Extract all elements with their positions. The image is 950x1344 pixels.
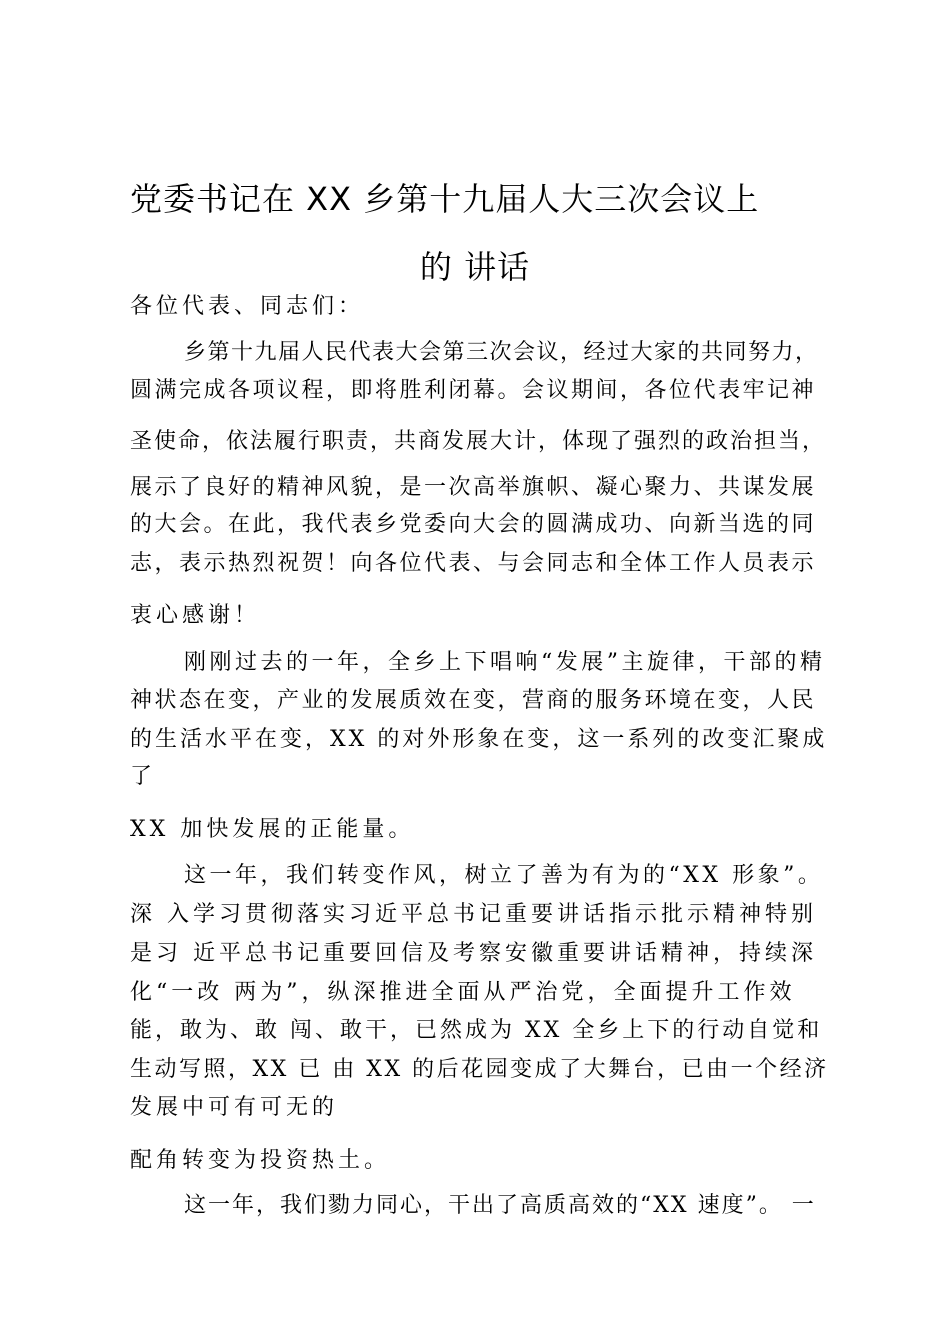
paragraph-line: 展示了良好的精神风貌，是一次高举旗帜、凝心聚力、共谋发展 bbox=[130, 475, 817, 500]
paragraph-line: 深 入学习贯彻落实习近平总书记重要讲话指示批示精神特别 bbox=[130, 902, 817, 927]
paragraph-line: 发展中可有可无的 bbox=[130, 1095, 339, 1120]
paragraph-line: 这一年，我们勠力同心，干出了高质高效的“XX 速度”。 一 bbox=[184, 1193, 816, 1218]
paragraph-line: 了 bbox=[130, 764, 157, 789]
paragraph-line: 是习 近平总书记重要回信及考察安徽重要讲话精神，持续深 bbox=[130, 941, 817, 966]
paragraph-line: 刚刚过去的一年，全乡上下唱响“发展”主旋律，干部的精 bbox=[184, 650, 826, 675]
paragraph-line: 的大会。在此，我代表乡党委向大会的圆满成功、向新当选的同 bbox=[130, 512, 817, 537]
salutation: 各位代表、同志们： bbox=[130, 294, 365, 319]
paragraph-line: 这一年，我们转变作风，树立了善为有为的“XX 形象”。 bbox=[184, 863, 824, 888]
paragraph-line: 能，敢为、敢 闯、敢干，已然成为 XX 全乡上下的行动自觉和 bbox=[130, 1018, 823, 1043]
paragraph-line: 配角转变为投资热土。 bbox=[130, 1148, 391, 1173]
paragraph-line: 化“一改 两为”，纵深推进全面从严治党，全面提升工作效 bbox=[130, 980, 796, 1005]
paragraph-line: XX 加快发展的正能量。 bbox=[130, 817, 415, 842]
paragraph-line: 圣使命，依法履行职责，共商发展大计，体现了强烈的政治担当， bbox=[130, 429, 827, 454]
document-title-line-2: 的 讲话 bbox=[419, 248, 531, 286]
paragraph-line: 乡第十九届人民代表大会第三次会议，经过大家的共同努力， bbox=[184, 340, 819, 365]
paragraph-line: 志，表示热烈祝贺！向各位代表、与会同志和全体工作人员表示 bbox=[130, 551, 817, 576]
paragraph-line: 生动写照，XX 已 由 XX 的后花园变成了大舞台，已由一个经济 bbox=[130, 1057, 829, 1082]
paragraph-line: 神状态在变，产业的发展质效在变，营商的服务环境在变，人民 bbox=[130, 688, 817, 713]
document-title-line-1: 党委书记在 XX 乡第十九届人大三次会议上 bbox=[130, 180, 760, 218]
paragraph-line: 圆满完成各项议程，即将胜利闭幕。会议期间，各位代表牢记神 bbox=[130, 378, 817, 403]
paragraph-line: 衷心感谢！ bbox=[130, 603, 261, 628]
paragraph-line: 的生活水平在变，XX 的对外形象在变，这一系列的改变汇聚成 bbox=[130, 727, 828, 752]
